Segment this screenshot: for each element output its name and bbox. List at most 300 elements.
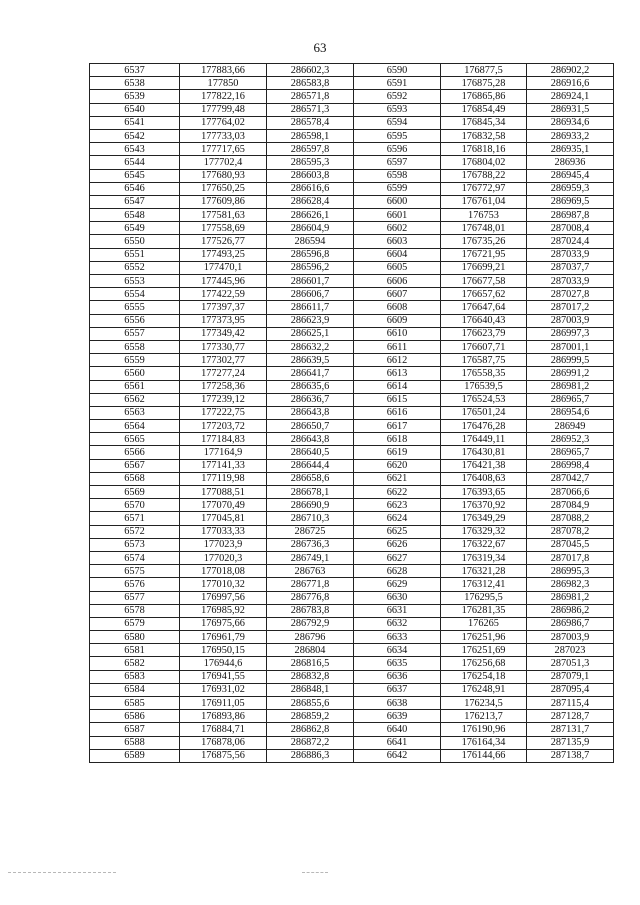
point-number-right: 6641 [354, 736, 441, 749]
y-coordinate-right: 287017,2 [527, 301, 614, 314]
y-coordinate-left: 286855,6 [267, 697, 354, 710]
point-number-left: 6577 [90, 591, 180, 604]
point-number-right: 6610 [354, 327, 441, 340]
x-coordinate-left: 176941,55 [180, 670, 267, 683]
x-coordinate-left: 176893,86 [180, 710, 267, 723]
x-coordinate-right: 176248,91 [441, 683, 527, 696]
y-coordinate-left: 286611,7 [267, 301, 354, 314]
x-coordinate-left: 176884,71 [180, 723, 267, 736]
y-coordinate-right: 287078,2 [527, 525, 614, 538]
x-coordinate-right: 176256,68 [441, 657, 527, 670]
point-number-left: 6580 [90, 631, 180, 644]
x-coordinate-left: 177764,02 [180, 116, 267, 129]
x-coordinate-left: 177680,93 [180, 169, 267, 182]
point-number-left: 6587 [90, 723, 180, 736]
y-coordinate-right: 286902,2 [527, 64, 614, 77]
y-coordinate-right: 287033,9 [527, 275, 614, 288]
x-coordinate-left: 177717,65 [180, 143, 267, 156]
x-coordinate-left: 176875,56 [180, 749, 267, 762]
table-row [90, 631, 614, 644]
point-number-left: 6586 [90, 710, 180, 723]
x-coordinate-right: 176190,96 [441, 723, 527, 736]
x-coordinate-left: 177397,37 [180, 301, 267, 314]
table-row [90, 169, 614, 182]
point-number-left: 6579 [90, 617, 180, 630]
point-number-left: 6563 [90, 406, 180, 419]
y-coordinate-left: 286783,8 [267, 604, 354, 617]
y-coordinate-left: 286710,3 [267, 512, 354, 525]
y-coordinate-right: 287138,7 [527, 749, 614, 762]
y-coordinate-left: 286643,8 [267, 406, 354, 419]
point-number-left: 6585 [90, 697, 180, 710]
point-number-right: 6608 [354, 301, 441, 314]
point-number-right: 6613 [354, 367, 441, 380]
point-number-left: 6581 [90, 644, 180, 657]
y-coordinate-right: 287001,1 [527, 340, 614, 353]
point-number-left: 6584 [90, 683, 180, 696]
y-coordinate-right: 286916,6 [527, 77, 614, 90]
table-row [90, 538, 614, 551]
point-number-left: 6555 [90, 301, 180, 314]
point-number-right: 6634 [354, 644, 441, 657]
y-coordinate-left: 286603,8 [267, 169, 354, 182]
y-coordinate-left: 286816,5 [267, 657, 354, 670]
table-row [90, 723, 614, 736]
table-row [90, 103, 614, 116]
y-coordinate-left: 286635,6 [267, 380, 354, 393]
point-number-right: 6617 [354, 420, 441, 433]
x-coordinate-right: 176832,58 [441, 129, 527, 142]
x-coordinate-left: 177609,86 [180, 195, 267, 208]
footer-rule-center [302, 872, 328, 873]
x-coordinate-right: 176213,7 [441, 710, 527, 723]
x-coordinate-right: 176329,32 [441, 525, 527, 538]
point-number-left: 6542 [90, 129, 180, 142]
y-coordinate-right: 286981,2 [527, 591, 614, 604]
x-coordinate-right: 176788,22 [441, 169, 527, 182]
point-number-left: 6560 [90, 367, 180, 380]
point-number-right: 6618 [354, 433, 441, 446]
x-coordinate-left: 177558,69 [180, 222, 267, 235]
y-coordinate-right: 287017,8 [527, 551, 614, 564]
point-number-left: 6583 [90, 670, 180, 683]
point-number-right: 6637 [354, 683, 441, 696]
y-coordinate-right: 286931,5 [527, 103, 614, 116]
point-number-left: 6573 [90, 538, 180, 551]
x-coordinate-left: 177070,49 [180, 499, 267, 512]
y-coordinate-right: 287066,6 [527, 486, 614, 499]
x-coordinate-left: 177493,25 [180, 248, 267, 261]
x-coordinate-right: 176558,35 [441, 367, 527, 380]
point-number-right: 6595 [354, 129, 441, 142]
x-coordinate-left: 176944,6 [180, 657, 267, 670]
y-coordinate-right: 287042,7 [527, 472, 614, 485]
point-number-left: 6544 [90, 156, 180, 169]
y-coordinate-left: 286886,3 [267, 749, 354, 762]
x-coordinate-left: 177222,75 [180, 406, 267, 419]
x-coordinate-right: 176144,66 [441, 749, 527, 762]
point-number-right: 6601 [354, 209, 441, 222]
y-coordinate-right: 286991,2 [527, 367, 614, 380]
y-coordinate-left: 286832,8 [267, 670, 354, 683]
y-coordinate-right: 286999,5 [527, 354, 614, 367]
x-coordinate-left: 177184,83 [180, 433, 267, 446]
x-coordinate-right: 176640,43 [441, 314, 527, 327]
x-coordinate-left: 177581,63 [180, 209, 267, 222]
y-coordinate-right: 286952,3 [527, 433, 614, 446]
x-coordinate-right: 176735,26 [441, 235, 527, 248]
table-row [90, 565, 614, 578]
y-coordinate-right: 286998,4 [527, 459, 614, 472]
y-coordinate-left: 286804 [267, 644, 354, 657]
y-coordinate-left: 286628,4 [267, 195, 354, 208]
table-row [90, 459, 614, 472]
x-coordinate-left: 176911,05 [180, 697, 267, 710]
point-number-left: 6541 [90, 116, 180, 129]
y-coordinate-right: 286965,7 [527, 393, 614, 406]
y-coordinate-left: 286771,8 [267, 578, 354, 591]
x-coordinate-left: 176961,79 [180, 631, 267, 644]
point-number-right: 6627 [354, 551, 441, 564]
table-row [90, 380, 614, 393]
y-coordinate-left: 286848,1 [267, 683, 354, 696]
y-coordinate-right: 286935,1 [527, 143, 614, 156]
x-coordinate-left: 177020,3 [180, 551, 267, 564]
y-coordinate-left: 286643,8 [267, 433, 354, 446]
y-coordinate-left: 286578,4 [267, 116, 354, 129]
y-coordinate-right: 287003,9 [527, 631, 614, 644]
x-coordinate-right: 176854,49 [441, 103, 527, 116]
x-coordinate-left: 177023,9 [180, 538, 267, 551]
point-number-right: 6630 [354, 591, 441, 604]
y-coordinate-left: 286596,2 [267, 261, 354, 274]
y-coordinate-left: 286596,8 [267, 248, 354, 261]
point-number-left: 6582 [90, 657, 180, 670]
table-row [90, 275, 614, 288]
x-coordinate-left: 176997,56 [180, 591, 267, 604]
point-number-left: 6567 [90, 459, 180, 472]
x-coordinate-left: 177349,42 [180, 327, 267, 340]
table-row [90, 670, 614, 683]
x-coordinate-left: 177702,4 [180, 156, 267, 169]
point-number-left: 6562 [90, 393, 180, 406]
y-coordinate-right: 287023 [527, 644, 614, 657]
point-number-left: 6550 [90, 235, 180, 248]
x-coordinate-left: 177258,36 [180, 380, 267, 393]
x-coordinate-right: 176370,92 [441, 499, 527, 512]
x-coordinate-left: 177373,95 [180, 314, 267, 327]
y-coordinate-left: 286641,7 [267, 367, 354, 380]
point-number-left: 6568 [90, 472, 180, 485]
point-number-right: 6632 [354, 617, 441, 630]
table-row [90, 697, 614, 710]
point-number-right: 6609 [354, 314, 441, 327]
y-coordinate-right: 286936 [527, 156, 614, 169]
point-number-left: 6576 [90, 578, 180, 591]
table-row [90, 340, 614, 353]
y-coordinate-left: 286650,7 [267, 420, 354, 433]
table-row [90, 710, 614, 723]
point-number-left: 6557 [90, 327, 180, 340]
y-coordinate-left: 286862,8 [267, 723, 354, 736]
table-row [90, 195, 614, 208]
point-number-right: 6597 [354, 156, 441, 169]
x-coordinate-left: 177445,96 [180, 275, 267, 288]
y-coordinate-right: 287095,4 [527, 683, 614, 696]
y-coordinate-left: 286749,1 [267, 551, 354, 564]
point-number-left: 6543 [90, 143, 180, 156]
x-coordinate-right: 176875,28 [441, 77, 527, 90]
point-number-left: 6545 [90, 169, 180, 182]
y-coordinate-left: 286678,1 [267, 486, 354, 499]
y-coordinate-left: 286639,5 [267, 354, 354, 367]
table-row [90, 393, 614, 406]
table-row [90, 512, 614, 525]
y-coordinate-right: 286986,7 [527, 617, 614, 630]
y-coordinate-left: 286601,7 [267, 275, 354, 288]
point-number-left: 6569 [90, 486, 180, 499]
point-number-left: 6570 [90, 499, 180, 512]
page-number: 63 [313, 40, 327, 55]
point-number-right: 6621 [354, 472, 441, 485]
point-number-right: 6636 [354, 670, 441, 683]
point-number-right: 6619 [354, 446, 441, 459]
point-number-left: 6571 [90, 512, 180, 525]
y-coordinate-left: 286616,6 [267, 182, 354, 195]
y-coordinate-right: 287088,2 [527, 512, 614, 525]
point-number-right: 6603 [354, 235, 441, 248]
point-number-right: 6607 [354, 288, 441, 301]
y-coordinate-right: 286969,5 [527, 195, 614, 208]
x-coordinate-right: 176449,11 [441, 433, 527, 446]
point-number-left: 6566 [90, 446, 180, 459]
point-number-left: 6547 [90, 195, 180, 208]
point-number-right: 6614 [354, 380, 441, 393]
x-coordinate-left: 177850 [180, 77, 267, 90]
y-coordinate-right: 286924,1 [527, 90, 614, 103]
point-number-right: 6606 [354, 275, 441, 288]
x-coordinate-right: 176877,5 [441, 64, 527, 77]
y-coordinate-left: 286859,2 [267, 710, 354, 723]
point-number-left: 6561 [90, 380, 180, 393]
y-coordinate-right: 287033,9 [527, 248, 614, 261]
table-row [90, 551, 614, 564]
y-coordinate-left: 286598,1 [267, 129, 354, 142]
point-number-right: 6623 [354, 499, 441, 512]
x-coordinate-right: 176254,18 [441, 670, 527, 683]
x-coordinate-left: 177010,32 [180, 578, 267, 591]
point-number-right: 6625 [354, 525, 441, 538]
point-number-right: 6615 [354, 393, 441, 406]
table-row [90, 182, 614, 195]
table-row [90, 446, 614, 459]
point-number-left: 6565 [90, 433, 180, 446]
x-coordinate-right: 176524,53 [441, 393, 527, 406]
table-row [90, 736, 614, 749]
x-coordinate-right: 176251,96 [441, 631, 527, 644]
table-row [90, 261, 614, 274]
table-row [90, 749, 614, 762]
x-coordinate-left: 177239,12 [180, 393, 267, 406]
y-coordinate-right: 287008,4 [527, 222, 614, 235]
y-coordinate-right: 286982,3 [527, 578, 614, 591]
x-coordinate-right: 176408,63 [441, 472, 527, 485]
y-coordinate-right: 286954,6 [527, 406, 614, 419]
table-row [90, 156, 614, 169]
point-number-left: 6540 [90, 103, 180, 116]
point-number-right: 6629 [354, 578, 441, 591]
y-coordinate-right: 287079,1 [527, 670, 614, 683]
point-number-left: 6575 [90, 565, 180, 578]
x-coordinate-right: 176657,62 [441, 288, 527, 301]
point-number-right: 6592 [354, 90, 441, 103]
y-coordinate-right: 286987,8 [527, 209, 614, 222]
point-number-right: 6640 [354, 723, 441, 736]
y-coordinate-left: 286796 [267, 631, 354, 644]
x-coordinate-right: 176587,75 [441, 354, 527, 367]
y-coordinate-right: 286965,7 [527, 446, 614, 459]
x-coordinate-left: 177883,66 [180, 64, 267, 77]
coordinates-table [89, 63, 614, 763]
y-coordinate-right: 287045,5 [527, 538, 614, 551]
y-coordinate-left: 286640,5 [267, 446, 354, 459]
point-number-right: 6594 [354, 116, 441, 129]
point-number-right: 6624 [354, 512, 441, 525]
x-coordinate-right: 176753 [441, 209, 527, 222]
table-row [90, 143, 614, 156]
x-coordinate-left: 177302,77 [180, 354, 267, 367]
x-coordinate-right: 176804,02 [441, 156, 527, 169]
y-coordinate-right: 287128,7 [527, 710, 614, 723]
x-coordinate-left: 177422,59 [180, 288, 267, 301]
y-coordinate-right: 287027,8 [527, 288, 614, 301]
table-row [90, 116, 614, 129]
y-coordinate-left: 286626,1 [267, 209, 354, 222]
x-coordinate-right: 176761,04 [441, 195, 527, 208]
point-number-right: 6611 [354, 340, 441, 353]
table-row [90, 354, 614, 367]
y-coordinate-left: 286583,8 [267, 77, 354, 90]
y-coordinate-right: 286981,2 [527, 380, 614, 393]
point-number-left: 6578 [90, 604, 180, 617]
table-row [90, 90, 614, 103]
x-coordinate-left: 176985,92 [180, 604, 267, 617]
x-coordinate-left: 177650,25 [180, 182, 267, 195]
y-coordinate-left: 286872,2 [267, 736, 354, 749]
y-coordinate-left: 286644,4 [267, 459, 354, 472]
point-number-right: 6593 [354, 103, 441, 116]
y-coordinate-left: 286604,9 [267, 222, 354, 235]
x-coordinate-left: 177088,51 [180, 486, 267, 499]
y-coordinate-left: 286571,3 [267, 103, 354, 116]
table-row [90, 486, 614, 499]
y-coordinate-right: 287051,3 [527, 657, 614, 670]
point-number-right: 6596 [354, 143, 441, 156]
y-coordinate-left: 286792,9 [267, 617, 354, 630]
point-number-right: 6602 [354, 222, 441, 235]
table-row [90, 420, 614, 433]
point-number-right: 6612 [354, 354, 441, 367]
table-row [90, 499, 614, 512]
table-row [90, 644, 614, 657]
table-row [90, 525, 614, 538]
point-number-left: 6539 [90, 90, 180, 103]
point-number-right: 6598 [354, 169, 441, 182]
x-coordinate-right: 176393,65 [441, 486, 527, 499]
x-coordinate-right: 176234,5 [441, 697, 527, 710]
x-coordinate-left: 176878,06 [180, 736, 267, 749]
point-number-left: 6574 [90, 551, 180, 564]
y-coordinate-right: 286959,3 [527, 182, 614, 195]
point-number-left: 6537 [90, 64, 180, 77]
point-number-right: 6620 [354, 459, 441, 472]
x-coordinate-left: 176950,15 [180, 644, 267, 657]
point-number-right: 6590 [354, 64, 441, 77]
table-row [90, 367, 614, 380]
y-coordinate-left: 286725 [267, 525, 354, 538]
x-coordinate-left: 177018,08 [180, 565, 267, 578]
y-coordinate-right: 287024,4 [527, 235, 614, 248]
x-coordinate-left: 176931,02 [180, 683, 267, 696]
point-number-right: 6616 [354, 406, 441, 419]
y-coordinate-left: 286690,9 [267, 499, 354, 512]
y-coordinate-right: 286933,2 [527, 129, 614, 142]
point-number-right: 6642 [354, 749, 441, 762]
point-number-left: 6554 [90, 288, 180, 301]
point-number-right: 6639 [354, 710, 441, 723]
x-coordinate-left: 177526,77 [180, 235, 267, 248]
x-coordinate-right: 176349,29 [441, 512, 527, 525]
x-coordinate-right: 176845,34 [441, 116, 527, 129]
point-number-left: 6559 [90, 354, 180, 367]
point-number-right: 6600 [354, 195, 441, 208]
table-row [90, 301, 614, 314]
x-coordinate-right: 176281,35 [441, 604, 527, 617]
y-coordinate-left: 286623,9 [267, 314, 354, 327]
x-coordinate-right: 176699,21 [441, 261, 527, 274]
y-coordinate-right: 286986,2 [527, 604, 614, 617]
x-coordinate-right: 176623,79 [441, 327, 527, 340]
y-coordinate-right: 287135,9 [527, 736, 614, 749]
table-row [90, 472, 614, 485]
y-coordinate-left: 286595,3 [267, 156, 354, 169]
y-coordinate-left: 286625,1 [267, 327, 354, 340]
x-coordinate-left: 177033,33 [180, 525, 267, 538]
x-coordinate-right: 176721,95 [441, 248, 527, 261]
x-coordinate-left: 176975,66 [180, 617, 267, 630]
coordinates-table-body [90, 64, 614, 763]
x-coordinate-right: 176265 [441, 617, 527, 630]
point-number-right: 6605 [354, 261, 441, 274]
x-coordinate-right: 176321,28 [441, 565, 527, 578]
x-coordinate-right: 176748,01 [441, 222, 527, 235]
point-number-right: 6633 [354, 631, 441, 644]
y-coordinate-left: 286636,7 [267, 393, 354, 406]
y-coordinate-right: 287037,7 [527, 261, 614, 274]
x-coordinate-right: 176421,38 [441, 459, 527, 472]
table-row [90, 209, 614, 222]
point-number-right: 6604 [354, 248, 441, 261]
point-number-left: 6549 [90, 222, 180, 235]
point-number-right: 6628 [354, 565, 441, 578]
table-row [90, 578, 614, 591]
table-row [90, 657, 614, 670]
table-row [90, 64, 614, 77]
x-coordinate-right: 176865,86 [441, 90, 527, 103]
x-coordinate-right: 176312,41 [441, 578, 527, 591]
point-number-left: 6548 [90, 209, 180, 222]
y-coordinate-left: 286597,8 [267, 143, 354, 156]
